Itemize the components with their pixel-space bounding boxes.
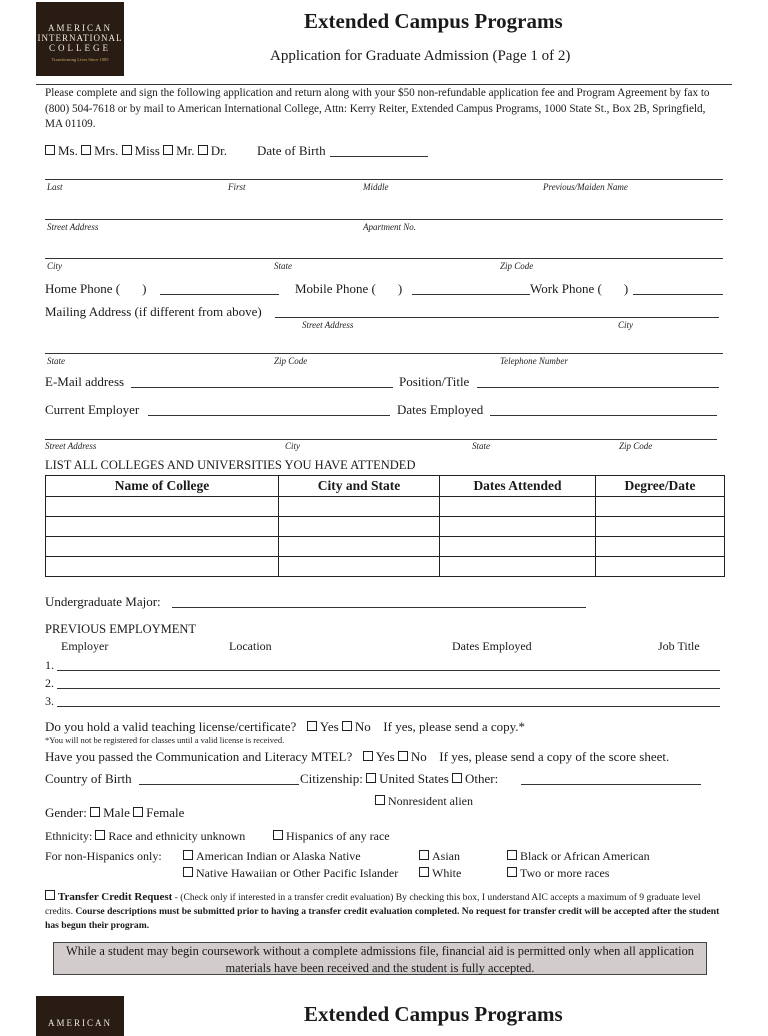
table-cell[interactable] bbox=[596, 497, 725, 517]
checkbox-icon[interactable] bbox=[45, 145, 55, 155]
table-cell[interactable] bbox=[440, 497, 596, 517]
dob-label: Date of Birth bbox=[257, 143, 326, 158]
position-field[interactable] bbox=[477, 387, 719, 388]
label-street: Street Address bbox=[47, 222, 99, 232]
gender-male-checkbox[interactable] bbox=[90, 807, 100, 817]
employment-number-3: 3. bbox=[45, 694, 54, 708]
table-cell[interactable] bbox=[46, 497, 279, 517]
race-option-white[interactable]: White bbox=[419, 866, 461, 881]
table-cell[interactable] bbox=[596, 517, 725, 537]
citizenship-us-checkbox[interactable] bbox=[366, 773, 376, 783]
label-mailing-city: City bbox=[618, 320, 633, 330]
label-mailing-phone: Telephone Number bbox=[500, 356, 568, 366]
country-birth-label: Country of Birth bbox=[45, 771, 132, 786]
major-label: Undergraduate Major: bbox=[45, 594, 161, 609]
colleges-heading: LIST ALL COLLEGES AND UNIVERSITIES YOU HAVE ATTENDED bbox=[45, 458, 416, 472]
table-cell[interactable] bbox=[596, 537, 725, 557]
email-field[interactable] bbox=[131, 387, 393, 388]
race-option-hawaiian[interactable]: Native Hawaiian or Other Pacific Islander bbox=[183, 866, 398, 881]
footer-title: Extended Campus Programs bbox=[304, 1002, 563, 1026]
mobile-phone-label: Mobile Phone ( ) bbox=[295, 281, 403, 296]
table-cell[interactable] bbox=[279, 517, 440, 537]
race-option-american-indian[interactable]: American Indian or Alaska Native bbox=[183, 849, 361, 864]
checkbox-icon[interactable] bbox=[81, 145, 91, 155]
employment-number-2: 2. bbox=[45, 676, 54, 690]
mailing-field-2[interactable] bbox=[45, 353, 723, 354]
col-dates-attended: Dates Attended bbox=[440, 476, 596, 497]
label-employer-zip: Zip Code bbox=[619, 441, 653, 451]
table-cell[interactable] bbox=[46, 557, 279, 577]
city-field-line[interactable] bbox=[45, 258, 723, 259]
colleges-table bbox=[45, 475, 725, 577]
label-mailing-state: State bbox=[47, 356, 65, 366]
ethnicity-unknown-checkbox[interactable] bbox=[95, 830, 105, 840]
mtel-no-checkbox[interactable] bbox=[398, 751, 408, 761]
table-cell[interactable] bbox=[440, 517, 596, 537]
transfer-credit-checkbox[interactable] bbox=[45, 890, 55, 900]
table-row bbox=[46, 537, 725, 557]
table-row bbox=[46, 517, 725, 537]
intro-text: Please complete and sign the following application and return along with your $50 non-refundable application fee and Program Agreement by fax to (800) 504-7618 or by mail to American International College, Attn: Kerry Reiter, Extended Campus Programs, 1000 State St., Box 2B, Springfield, MA 01109. bbox=[45, 87, 710, 130]
label-mailing-zip: Zip Code bbox=[274, 356, 308, 366]
checkbox-icon[interactable] bbox=[198, 145, 208, 155]
dates-employed-field[interactable] bbox=[490, 415, 717, 416]
position-label: Position/Title bbox=[399, 374, 470, 389]
street-field-line[interactable] bbox=[45, 219, 723, 220]
checkbox-icon[interactable] bbox=[163, 145, 173, 155]
employment-line-3[interactable] bbox=[57, 706, 720, 707]
race-option-two-or-more[interactable]: Two or more races bbox=[507, 866, 609, 881]
col-city-state: City and State bbox=[279, 476, 440, 497]
financial-aid-notice: While a student may begin coursework without a complete admissions file, financial aid is permitted only when all application materials have been received and the student is fully accepted. bbox=[53, 942, 707, 975]
salutation-miss[interactable]: Miss bbox=[122, 143, 160, 158]
mobile-phone-field[interactable] bbox=[412, 294, 530, 295]
table-cell[interactable] bbox=[440, 557, 596, 577]
employment-line-1[interactable] bbox=[57, 670, 720, 671]
gender-female-checkbox[interactable] bbox=[133, 807, 143, 817]
label-first: First bbox=[228, 182, 246, 192]
col-location: Location bbox=[229, 639, 272, 653]
table-cell[interactable] bbox=[279, 557, 440, 577]
salutation-dr[interactable]: Dr. bbox=[198, 143, 227, 158]
checkbox-icon[interactable] bbox=[507, 867, 517, 877]
race-option-black[interactable]: Black or African American bbox=[507, 849, 650, 864]
citizenship-row: Citizenship: United States Other: bbox=[300, 771, 499, 786]
employment-line-2[interactable] bbox=[57, 688, 720, 689]
gender-row: Gender: Male Female bbox=[45, 805, 185, 820]
ethnicity-row: Ethnicity: Race and ethnicity unknown bbox=[45, 829, 246, 843]
dates-employed-label: Dates Employed bbox=[397, 402, 484, 417]
label-previous-name: Previous/Maiden Name bbox=[543, 182, 628, 192]
header-divider bbox=[36, 84, 732, 85]
license-footnote: *You will not be registered for classes until a valid license is received. bbox=[45, 735, 285, 745]
table-cell[interactable] bbox=[440, 537, 596, 557]
citizenship-other-checkbox[interactable] bbox=[452, 773, 462, 783]
checkbox-icon[interactable] bbox=[419, 867, 429, 877]
col-degree-date: Degree/Date bbox=[596, 476, 725, 497]
table-cell[interactable] bbox=[596, 557, 725, 577]
label-city: City bbox=[47, 261, 62, 271]
employment-number-1: 1. bbox=[45, 658, 54, 672]
salutation-mr[interactable]: Mr. bbox=[163, 143, 194, 158]
checkbox-icon[interactable] bbox=[183, 867, 193, 877]
license-yes-checkbox[interactable] bbox=[307, 721, 317, 731]
mtel-yes-checkbox[interactable] bbox=[363, 751, 373, 761]
citizenship-other-field[interactable] bbox=[521, 784, 701, 785]
country-birth-field[interactable] bbox=[139, 784, 299, 785]
license-row: Do you hold a valid teaching license/certificate? Yes No If yes, please send a copy.* bbox=[45, 719, 526, 734]
label-middle: Middle bbox=[363, 182, 389, 192]
ethnicity-hispanic-option[interactable]: Hispanics of any race bbox=[273, 829, 390, 844]
page-subtitle: Application for Graduate Admission (Page 1 of 2) bbox=[270, 48, 571, 64]
page-title: Extended Campus Programs bbox=[304, 9, 563, 33]
employer-address-field[interactable] bbox=[45, 439, 717, 440]
label-apartment: Apartment No. bbox=[363, 222, 416, 232]
table-header-row bbox=[46, 476, 725, 497]
table-row bbox=[46, 497, 725, 517]
col-job-title: Job Title bbox=[658, 639, 700, 653]
transfer-credit-request: Transfer Credit Request - (Check only if interested in a transfer credit evaluation) By checking this box, I understand AIC accepts a maximum of 9 graduate level credits. Course descriptions must be submitted prior to having a transfer credit evaluation completed. No request for transfer credit will be accepted after the student has begun their program. bbox=[45, 891, 720, 931]
table-cell[interactable] bbox=[46, 517, 279, 537]
ethnicity-hispanic-checkbox[interactable] bbox=[273, 830, 283, 840]
license-no-checkbox[interactable] bbox=[342, 721, 352, 731]
checkbox-icon[interactable] bbox=[419, 850, 429, 860]
checkbox-icon[interactable] bbox=[183, 850, 193, 860]
mailing-label: Mailing Address (if different from above) bbox=[45, 304, 262, 319]
col-name-of-college: Name of College bbox=[46, 476, 279, 497]
label-zip: Zip Code bbox=[500, 261, 534, 271]
college-logo-footer: AMERICAN bbox=[36, 996, 124, 1036]
salutation-mrs[interactable]: Mrs. bbox=[81, 143, 118, 158]
work-phone-field[interactable] bbox=[633, 294, 723, 295]
name-field-line[interactable] bbox=[45, 179, 723, 180]
table-cell[interactable] bbox=[46, 537, 279, 557]
nonresident-option[interactable]: Nonresident alien bbox=[375, 794, 473, 809]
major-field[interactable] bbox=[172, 607, 586, 608]
work-phone-label: Work Phone ( ) bbox=[530, 281, 629, 296]
nonresident-checkbox[interactable] bbox=[375, 795, 385, 805]
col-employer: Employer bbox=[61, 639, 109, 653]
email-label: E-Mail address bbox=[45, 374, 125, 389]
employer-field[interactable] bbox=[148, 415, 390, 416]
label-employer-state: State bbox=[472, 441, 490, 451]
dob-field[interactable] bbox=[330, 156, 428, 157]
label-employer-street: Street Address bbox=[45, 441, 97, 451]
college-logo: AMERICAN INTERNATIONAL COLLEGE Transforming Lives Since 1885 bbox=[36, 2, 124, 76]
label-employer-city: City bbox=[285, 441, 300, 451]
label-mailing-street: Street Address bbox=[302, 320, 354, 330]
table-cell[interactable] bbox=[279, 497, 440, 517]
home-phone-field[interactable] bbox=[160, 294, 279, 295]
label-state: State bbox=[274, 261, 292, 271]
salutation-row bbox=[45, 143, 227, 159]
salutation-ms[interactable]: Ms. bbox=[45, 143, 78, 158]
col-dates-employed: Dates Employed bbox=[452, 639, 532, 653]
employment-heading: PREVIOUS EMPLOYMENT bbox=[45, 622, 197, 636]
home-phone-label: Home Phone ( ) bbox=[45, 281, 147, 296]
employer-label: Current Employer bbox=[45, 402, 140, 417]
non-hispanic-label: For non-Hispanics only: bbox=[45, 849, 162, 863]
label-last: Last bbox=[47, 182, 63, 192]
mailing-field[interactable] bbox=[275, 317, 719, 318]
mtel-row: Have you passed the Communication and Literacy MTEL? Yes No If yes, please send a copy of the score sheet. bbox=[45, 749, 670, 764]
checkbox-icon[interactable] bbox=[507, 850, 517, 860]
table-cell[interactable] bbox=[279, 537, 440, 557]
table-row bbox=[46, 557, 725, 577]
checkbox-icon[interactable] bbox=[122, 145, 132, 155]
race-option-asian[interactable]: Asian bbox=[419, 849, 460, 864]
